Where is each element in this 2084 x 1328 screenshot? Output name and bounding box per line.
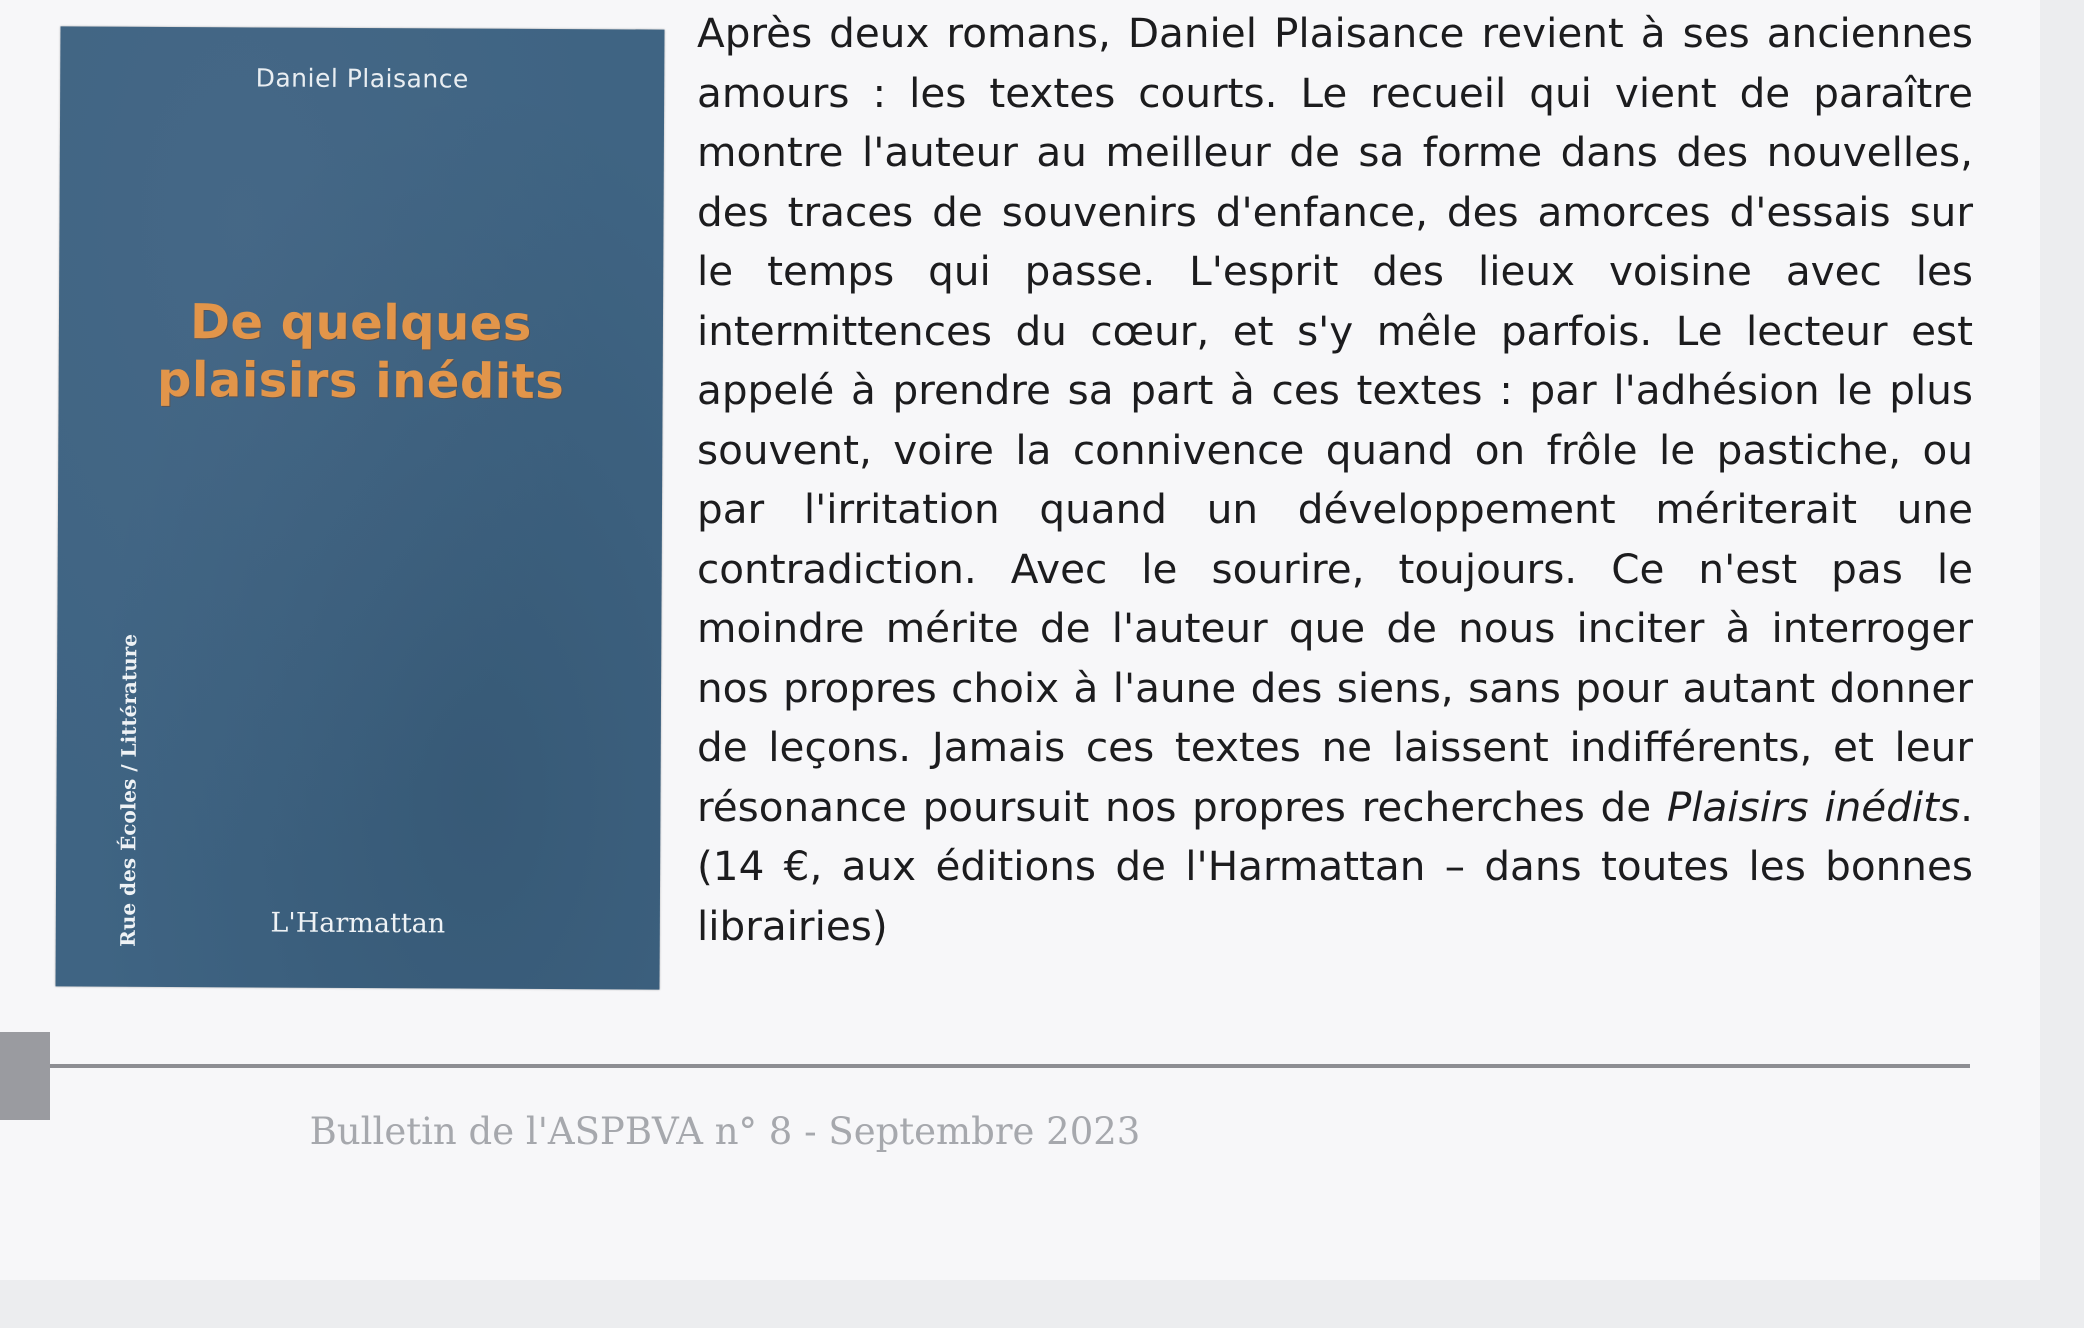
cover-title-line-2: plaisirs inédits (156, 351, 565, 411)
review-book-title: Plaisirs inédits (1666, 782, 1961, 831)
review-paragraph (697, 4, 1973, 956)
footer-divider (50, 1064, 1970, 1068)
cover-collection-label: Rue des Écoles / Littérature (115, 633, 142, 947)
page-edge-tab (0, 1032, 50, 1120)
cover-publisher-logo: L'Harmattan (270, 907, 446, 940)
review-text (697, 4, 1973, 956)
bulletin-footer: Bulletin de l'ASPBVA n° 8 - Septembre 2023 (309, 1110, 1141, 1153)
cover-title (59, 292, 664, 411)
cover-title-line-1: De quelques (189, 294, 533, 352)
review-body-end: . (14 €, aux éditions de l'Harmattan – dans toutes les bonnes librairies) (697, 782, 1973, 950)
cover-author: Daniel Plaisance (255, 63, 469, 94)
book-cover (55, 26, 664, 989)
review-body-start: Après deux romans, Daniel Plaisance revient à ses anciennes amours : les textes courts. Le recueil qui vient de paraître montre l'auteur au meilleur de sa forme dans des nouvelles, des traces de souvenirs d'enfance, des amorces d'essais sur le temps qui passe. L'esprit des lieux voisine avec les intermittences du cœur, et s'y mêle parfois. Le lecteur est appelé à prendre sa part à ces textes : par l'adhésion le plus souvent, voire la connivence quand on frôle le pastiche, ou par l'irritation quand un développement mériterait une contradiction. Avec le sourire, toujours. Ce n'est pas le moindre mérite de l'auteur que de nous inciter à interroger nos propres choix à l'aune des siens, sans pour autant donner de leçons. Jamais ces textes ne laissent indifférents, et leur résonance poursuit nos propres recherches de (697, 9, 1973, 831)
